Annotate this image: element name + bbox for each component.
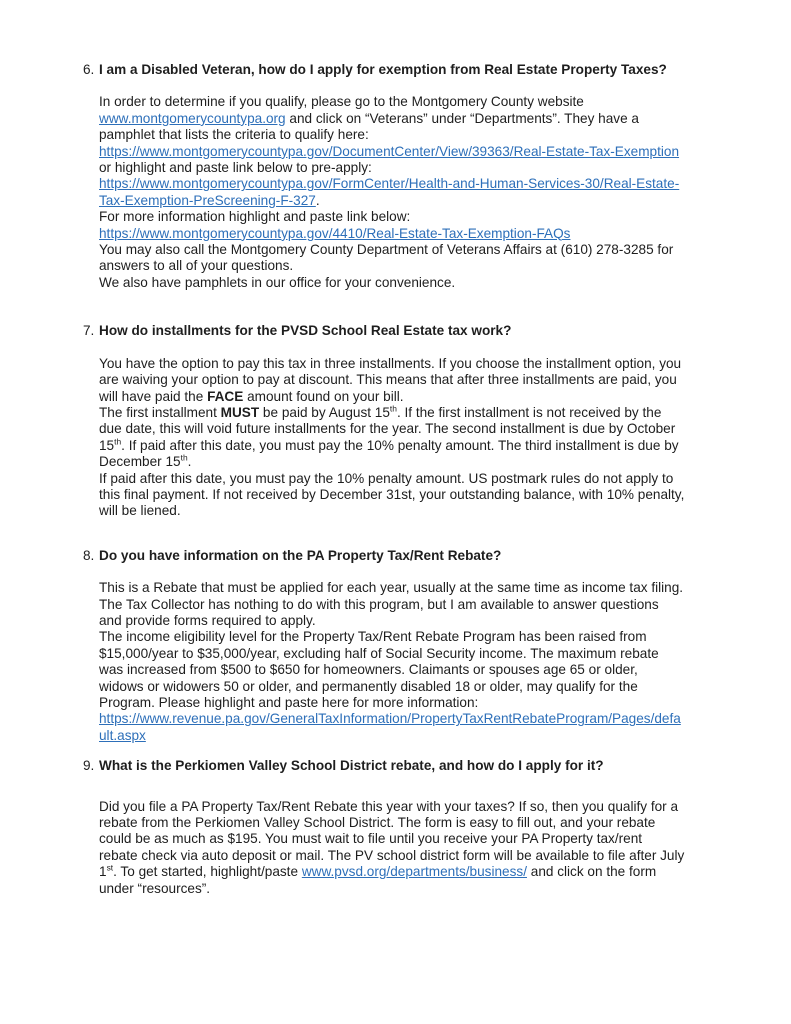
- answer-line: [99, 258, 735, 274]
- text-run: . If the first installment is not received by the: [396, 404, 662, 420]
- answer-line: [99, 799, 735, 815]
- text-run: For more information highlight and paste link below:: [99, 209, 411, 225]
- hyperlink[interactable]: ult.aspx: [99, 727, 146, 743]
- text-run: The income eligibility level for the Property Tax/Rent Rebate Program has been raised from: [99, 629, 647, 645]
- hyperlink[interactable]: https://www.revenue.pa.gov/GeneralTaxInformation/PropertyTaxRentRebateProgram/Pages/defa: [99, 711, 681, 727]
- faq-item: [83, 62, 735, 291]
- text-run: will have paid the: [99, 388, 208, 404]
- hyperlink[interactable]: https://www.montgomerycountypa.gov/FormCenter/Health-and-Human-Services-30/Real-Estate-: [99, 176, 680, 192]
- answer-line: [99, 176, 735, 192]
- text-run: are waiving your option to pay at discount. This means that after three installments are paid, you: [99, 372, 677, 388]
- text-run: answers to all of your questions.: [99, 258, 294, 274]
- answer-line: [99, 356, 735, 372]
- answer-line: [99, 831, 735, 847]
- question-number: 6.: [83, 62, 95, 77]
- answer-body: [99, 580, 735, 744]
- text-run: The Tax Collector has nothing to do with this program, but I am available to answer questions: [99, 596, 659, 612]
- superscript-text: th: [114, 436, 122, 447]
- answer-line: [99, 111, 735, 127]
- answer-line: [99, 848, 735, 864]
- text-run: This is a Rebate that must be applied for each year, usually at the same time as income tax filing.: [99, 580, 684, 596]
- answer-line: [99, 711, 735, 727]
- answer-line: [99, 580, 735, 596]
- answer-line: [99, 679, 735, 695]
- answer-line: [99, 662, 735, 678]
- text-run: Did you file a PA Property Tax/Rent Rebate this year with your taxes? If so, then you qualify for a: [99, 798, 679, 814]
- answer-line: [99, 454, 735, 470]
- text-run: under “resources”.: [99, 880, 211, 896]
- text-run: be paid by August 15: [259, 404, 390, 420]
- question-text: How do installments for the PVSD School Real Estate tax work?: [99, 323, 512, 339]
- text-run: The first installment: [99, 404, 221, 420]
- answer-line: [99, 597, 735, 613]
- bold-text: MUST: [220, 404, 260, 420]
- answer-line: [99, 864, 735, 880]
- answer-line: [99, 275, 735, 291]
- faq-item: [83, 758, 735, 897]
- question-row: [83, 62, 735, 78]
- text-run: 1: [99, 864, 107, 880]
- text-run: rebate check via auto deposit or mail. The PV school district form will be available to file after July: [99, 847, 685, 863]
- text-run: this final payment. If not received by December 31st, your outstanding balance, with 10% penalty,: [99, 486, 685, 502]
- answer-line: [99, 728, 735, 744]
- text-run: December 15: [99, 454, 181, 470]
- text-run: . To get started, highlight/paste: [113, 864, 302, 880]
- text-run: or highlight and paste link below to pre-apply:: [99, 160, 372, 176]
- text-run: widows or widowers 50 or older, and permanently disabled 18 or older, may qualify for the: [99, 678, 638, 694]
- text-run: and click on the form: [526, 864, 657, 880]
- hyperlink[interactable]: https://www.montgomerycountypa.gov/DocumentCenter/View/39363/Real-Estate-Tax-Exemption: [99, 143, 680, 159]
- bold-text: FACE: [207, 388, 244, 404]
- text-run: could be as much as $195. You must wait to file until you receive your PA Property tax/rent: [99, 831, 643, 847]
- text-run: and click on “Veterans” under “Departments”. They have a: [285, 110, 639, 126]
- hyperlink[interactable]: www.pvsd.org/departments/business/: [301, 864, 527, 880]
- question-text: What is the Perkiomen Valley School District rebate, and how do I apply for it?: [99, 758, 604, 774]
- superscript-text: st: [106, 862, 114, 873]
- answer-line: [99, 487, 735, 503]
- text-run: was increased from $500 to $650 for homeowners. Claimants or spouses age 65 or older,: [99, 662, 638, 678]
- text-run: If paid after this date, you must pay the 10% penalty amount. US postmark rules do not apply to: [99, 470, 674, 486]
- faq-item: [83, 548, 735, 744]
- text-run: In order to determine if you qualify, please go to the Montgomery County website: [99, 94, 584, 110]
- text-run: You have the option to pay this tax in three installments. If you choose the installment option, you: [99, 355, 682, 371]
- question-number: 9.: [83, 758, 95, 774]
- text-run: amount found on your bill.: [243, 388, 404, 404]
- answer-body: [99, 799, 735, 897]
- answer-line: [99, 94, 735, 110]
- text-run: and provide forms required to apply.: [99, 612, 316, 628]
- answer-line: [99, 438, 735, 454]
- text-run: pamphlet that lists the criteria to qualify here:: [99, 127, 369, 143]
- text-run: 15: [99, 437, 115, 453]
- answer-line: [99, 695, 735, 711]
- hyperlink[interactable]: www.montgomerycountypa.org: [99, 110, 286, 126]
- question-row: [83, 758, 735, 774]
- answer-line: [99, 613, 735, 629]
- hyperlink[interactable]: Tax-Exemption-PreScreening-F-327: [99, 192, 316, 208]
- faq-list: [83, 62, 735, 897]
- answer-line: [99, 503, 735, 519]
- text-run: will be liened.: [99, 503, 181, 519]
- superscript-text: th: [389, 403, 397, 414]
- text-run: due date, this will void future installments for the year. The second installment is due by October: [99, 421, 676, 437]
- text-run: .: [187, 454, 192, 470]
- text-run: We also have pamphlets in our office for your convenience.: [99, 274, 456, 290]
- question-text: I am a Disabled Veteran, how do I apply for exemption from Real Estate Property Taxes?: [99, 62, 667, 77]
- question-row: [83, 323, 735, 339]
- answer-body: [99, 356, 735, 520]
- answer-line: [99, 471, 735, 487]
- answer-line: [99, 127, 735, 143]
- answer-line: [99, 160, 735, 176]
- hyperlink[interactable]: https://www.montgomerycountypa.gov/4410/Real-Estate-Tax-Exemption-FAQs: [99, 225, 571, 241]
- answer-line: [99, 815, 735, 831]
- answer-line: [99, 646, 735, 662]
- answer-line: [99, 372, 735, 388]
- answer-line: [99, 421, 735, 437]
- answer-body: [99, 94, 735, 291]
- question-text: Do you have information on the PA Property Tax/Rent Rebate?: [99, 547, 502, 563]
- text-run: . If paid after this date, you must pay the 10% penalty amount. The third installment is due by: [121, 437, 679, 453]
- answer-line: [99, 242, 735, 258]
- text-run: Program. Please highlight and paste here for more information:: [99, 695, 479, 710]
- answer-line: [99, 629, 735, 645]
- question-row: [83, 548, 735, 564]
- answer-line: [99, 144, 735, 160]
- answer-line: [99, 405, 735, 421]
- answer-line: [99, 209, 735, 225]
- text-run: You may also call the Montgomery County Department of Veterans Affairs at (610) 278-3285 for: [99, 242, 674, 258]
- answer-line: [99, 389, 735, 405]
- question-number: 8.: [83, 547, 95, 563]
- text-run: $15,000/year to $35,000/year, excluding half of Social Security income. The maximum rebate: [99, 645, 659, 661]
- question-number: 7.: [83, 323, 95, 339]
- answer-line: [99, 193, 735, 209]
- superscript-text: th: [180, 452, 188, 463]
- text-run: .: [315, 192, 320, 208]
- faq-item: [83, 323, 735, 519]
- answer-line: [99, 226, 735, 242]
- answer-line: [99, 881, 735, 897]
- text-run: rebate from the Perkiomen Valley School District. The form is easy to fill out, and your rebate: [99, 815, 656, 831]
